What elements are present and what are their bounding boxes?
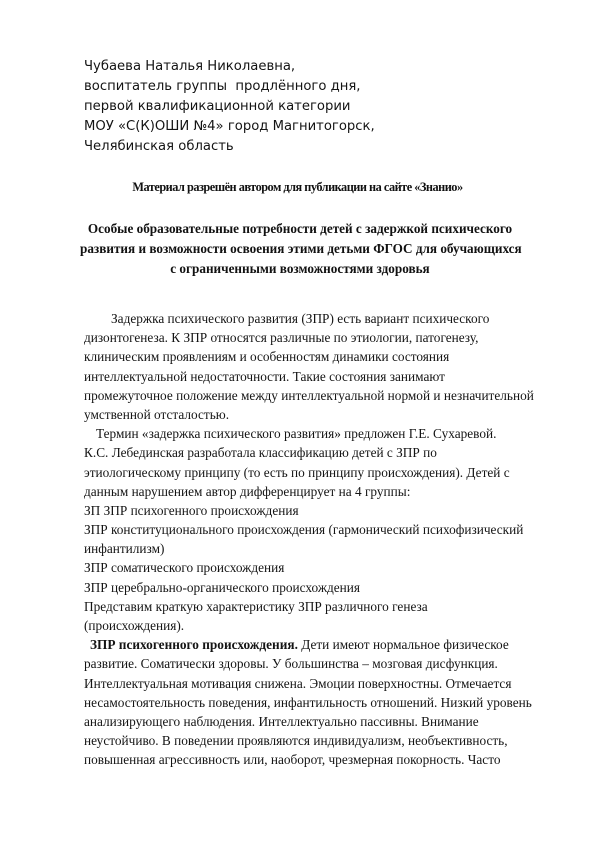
list-item: ЗПР церебрально-органического происхождения [84,579,361,595]
author-category: первой квалификационной категории [84,99,351,114]
section-heading: ЗПР психогенного происхождения. [90,637,298,653]
list-item: ЗПР соматического происхождения [84,560,285,576]
paragraph-line: дизонтогенеза. К ЗПР относятся различные по этиологии, патогенезу, [84,330,479,346]
document-title [80,219,520,279]
author-name: Чубаева Наталья Николаевна, [84,59,296,74]
paragraph-line: К.С. Лебединская разработала классификацию детей с ЗПР по [84,445,437,461]
paragraph-line: умственной отсталостью. [84,406,230,422]
section-lead-line [84,635,554,654]
paragraph-line: данным нарушением автор дифференцирует на 4 группы: [84,483,411,499]
title-line: Особые образовательные потребности детей с задержкой психического [87,221,513,236]
paragraph-line: повышенная агрессивность или, наоборот, чрезмерная покорность. Часто [84,752,501,768]
paragraph-line: этиологическому принципу (то есть по принципу происхождения). Детей с [84,464,510,480]
body-text [84,309,554,770]
author-region: Челябинская область [84,139,234,154]
paragraph-line: анализирующего наблюдения. Интеллектуально пассивны. Внимание [84,713,479,729]
list-item-continuation: инфантилизм) [84,541,165,557]
section-lead-text: Дети имеют нормальное физическое [297,637,509,653]
author-position: воспитатель группы продлённого дня, [84,79,361,94]
permission-note: Материал разрешён автором для публикации на сайте «Знанио» [132,180,463,194]
paragraph-line: несамостоятельность поведения, инфантильность отношений. Низкий уровень [84,694,532,710]
author-block [84,57,564,157]
title-line: развития и возможности освоения этими детьми ФГОС для обучающихся [80,241,522,256]
paragraph-line: Термин «задержка психического развития» предложен Г.Е. Сухаревой. [96,426,497,442]
author-school: МОУ «С(К)ОШИ №4» город Магнитогорск, [84,119,375,134]
paragraph-line: Задержка психического развития (ЗПР) есть вариант психического [111,311,490,326]
paragraph-line: (происхождения). [84,618,185,633]
list-item: ЗПР конституционального происхождения (гармонический психофизический [84,522,524,538]
paragraph-line: клиническим проявлениям и особенностям динамики состояния [84,349,450,365]
paragraph-line: интеллектуальной недостаточности. Такие состояния занимают [84,368,445,384]
paragraph-line: развитие. Соматически здоровы. У большинства – мозговая дисфункция. [84,656,498,672]
paragraph-line: Представим краткую характеристику ЗПР различного генеза [84,598,428,614]
paragraph-line: неустойчиво. В поведении проявляются индивидуализм, необъективность, [84,733,508,749]
title-line: с ограниченными возможностями здоровья [170,261,430,276]
list-item: ЗП ЗПР психогенного происхождения [84,502,299,518]
paragraph-line: Интеллектуальная мотивация снижена. Эмоции поверхностны. Отмечается [84,675,512,691]
paragraph-line: промежуточное положение между интеллектуальной нормой и незначительной [84,387,534,403]
